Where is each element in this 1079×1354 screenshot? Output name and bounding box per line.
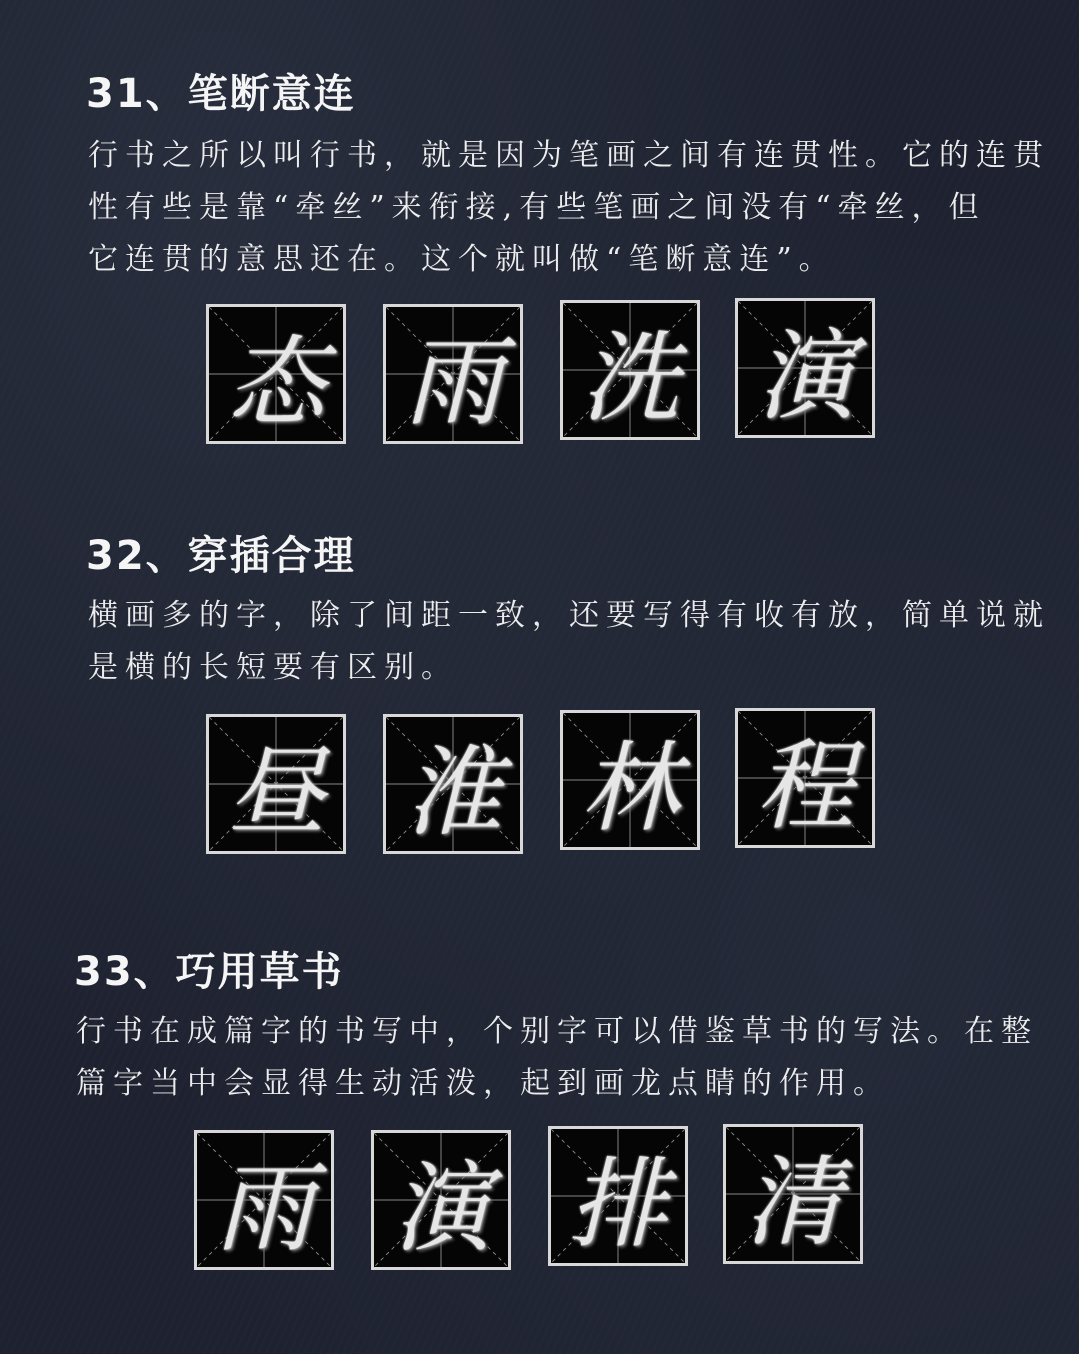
paragraph-line: 是横的长短要有区别。: [88, 650, 458, 685]
calligraphy-character: 演: [391, 1151, 490, 1266]
calligraphy-character: 演: [755, 319, 854, 434]
calligraphy-grid-cell: [735, 298, 875, 438]
calligraphy-grid-cell: [206, 714, 346, 854]
paragraph-line: 它连贯的意思还在。这个就叫做“笔断意连”。: [88, 242, 836, 277]
section-33-paragraph: [76, 1006, 1038, 1110]
calligraphy-grid-cell: [560, 300, 700, 440]
calligraphy-character: 排: [568, 1147, 667, 1262]
paragraph-line: 篇字当中会显得生动活泼，起到画龙点睛的作用。: [76, 1066, 890, 1101]
section-31-heading: 31、笔断意连: [86, 71, 356, 117]
calligraphy-character: 林: [580, 731, 679, 846]
paragraph-line: 行书在成篇字的书写中，个别字可以借鉴草书的写法。在整: [76, 1014, 1038, 1049]
calligraphy-character: 洗: [580, 321, 679, 436]
calligraphy-grid-cell: [735, 708, 875, 848]
calligraphy-grid-cell: [194, 1130, 334, 1270]
calligraphy-grid-cell: [383, 714, 523, 854]
calligraphy-grid-cell: [723, 1124, 863, 1264]
paragraph-line: 性有些是靠“牵丝”来衔接,有些笔画之间没有“牵丝，但: [88, 190, 986, 225]
calligraphy-grid-cell: [383, 304, 523, 444]
calligraphy-character: 雨: [403, 325, 502, 440]
section-32-heading: 32、穿插合理: [86, 533, 356, 579]
calligraphy-character: 态: [226, 325, 325, 440]
calligraphy-grid-cell: [206, 304, 346, 444]
calligraphy-grid-cell: [371, 1130, 511, 1270]
calligraphy-grid-cell: [560, 710, 700, 850]
calligraphy-character: 清: [743, 1145, 842, 1260]
section-32-paragraph: [88, 590, 1050, 694]
section-31-paragraph: [88, 130, 1050, 286]
calligraphy-character: 程: [755, 729, 854, 844]
calligraphy-grid-cell: [548, 1126, 688, 1266]
paragraph-line: 行书之所以叫行书，就是因为笔画之间有连贯性。它的连贯: [88, 138, 1050, 173]
section-33-heading: 33、巧用草书: [74, 949, 344, 995]
paragraph-line: 横画多的字，除了间距一致，还要写得有收有放，简单说就: [88, 598, 1050, 633]
calligraphy-character: 昼: [226, 735, 325, 850]
calligraphy-character: 淮: [403, 735, 502, 850]
calligraphy-character: 雨: [214, 1151, 313, 1266]
